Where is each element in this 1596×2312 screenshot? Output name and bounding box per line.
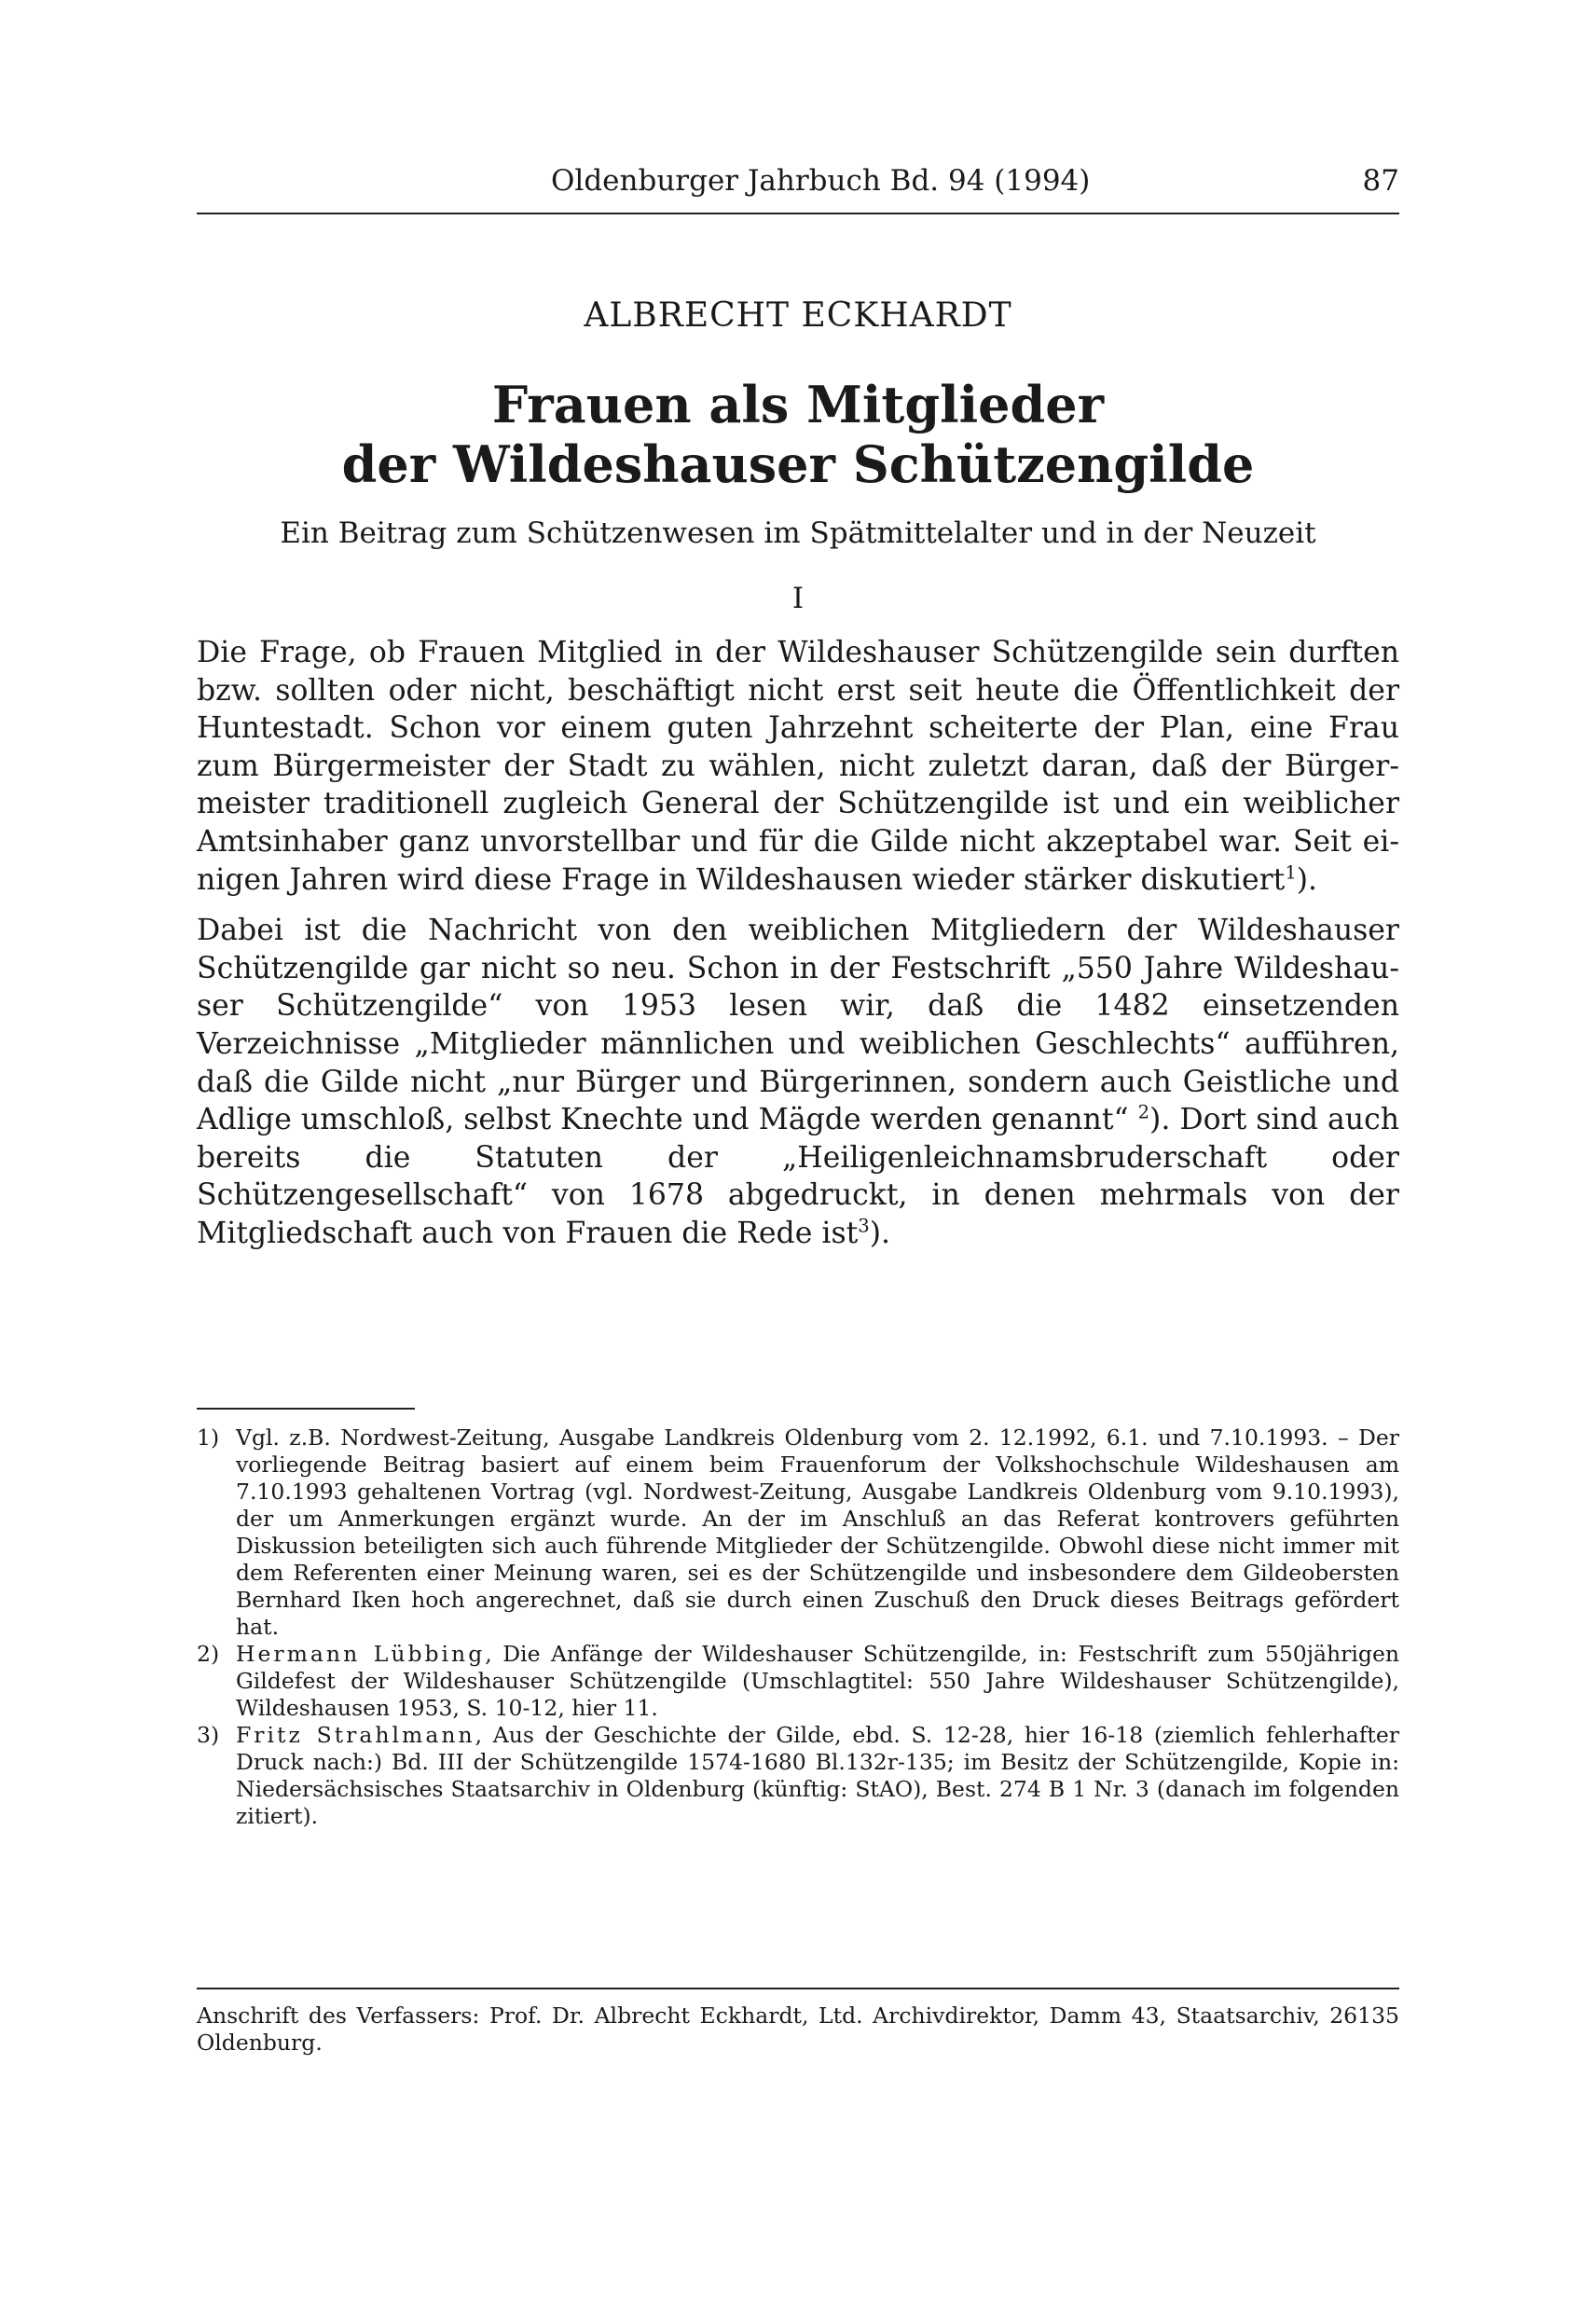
footnote-text: , Aus der Geschichte der Gilde, ebd. S. 12-28, hier 16-18 (ziemlich fehlerhafter Druck nach:) Bd. III der Schützengilde 1574-1680 Bl.132r-135; im Besitz der Schützengilde, Kopie in: Niedersächsisches Staatsarchiv in Oldenburg (künftig: StAO), Best. 274 B 1 Nr. 3 (danach im folgenden zitiert). [236,1722,1399,1829]
footnote-marker: 3) [197,1722,220,1748]
paragraph-2-text-a: Dabei ist die Nachricht von den weiblichen Mitgliedern der Wildeshauser Schützengilde gar nicht so neu. Schon in der Festschrift „550 Jahre Wildeshauser Schützengilde“ von 1953 lesen wir, daß die 1482 einsetzenden Verzeichnisse „Mitglieder männlichen und weiblichen Geschlechts“ aufführen, daß die Gilde nicht „nur Bürger und Bürgerinnen, sondern auch Geistliche und Adlige umschloß, selbst Knechte und Mägde werden genannt“ [197,914,1399,1137]
title-line-1: Frauen als Mitglieder [491,375,1105,434]
paragraph-1 [197,634,1399,899]
paragraph-2 [197,912,1399,1252]
paragraph-2-text-b: ). Dort sind auch bereits die Statuten der „Heiligenleichnamsbruderschaft oder Schützengesellschaft“ von 1678 abgedruckt, in denen mehrmals von der Mitgliedschaft auch von Frauen die Rede ist [197,1103,1400,1250]
footnote-3 [197,1722,1399,1830]
footnote-text: , Die Anfänge der Wildeshauser Schützengilde, in: Festschrift zum 550jährigen Gildefest der Wildeshauser Schützengilde (Umschlagtitel: 550 Jahre Wildeshauser Schützengilde), Wildeshausen 1953, S. 10-12, hier 11. [236,1641,1399,1721]
paragraph-1-text: Die Frage, ob Frauen Mitglied in der Wildeshauser Schützengilde sein durften bzw. sollten oder nicht, beschäftigt nicht erst seit heute die Öffentlichkeit der Huntestadt. Schon vor einem guten Jahrzehnt scheiterte der Plan, eine Frau zum Bürgermeister der Stadt zu wählen, nicht zuletzt daran, daß der Bürgermeister traditionell zugleich General der Schützengilde ist und ein weiblicher Amtsinhaber ganz unvorstellbar und für die Gilde nicht akzeptabel war. Seit einigen Jahren wird diese Frage in Wildeshausen wieder stärker diskutiert [197,636,1399,897]
footnote-author: Hermann Lübbing [236,1641,486,1667]
footnote-1 [197,1424,1399,1641]
section-number: I [791,582,805,615]
paragraph-1-end: ). [1296,862,1318,897]
footnote-author: Fritz Strahlmann [236,1722,475,1748]
article-title [197,375,1399,494]
article-subtitle: Ein Beitrag zum Schützenwesen im Spätmittelalter und in der Neuzeit [280,516,1316,550]
footnote-2 [197,1641,1399,1722]
footnote-ref[interactable]: 2 [1137,1101,1150,1123]
body-text [197,634,1399,1253]
paragraph-2-end: ). [869,1216,891,1250]
running-header [197,158,1399,203]
journal-title: Oldenburger Jahrbuch Bd. 94 (1994) [551,164,1091,198]
author-address: Anschrift des Verfassers: Prof. Dr. Albrecht Eckhardt, Ltd. Archivdirektor, Damm 43, Staatsarchiv, 26135 Oldenburg. [197,2002,1399,2056]
page-number: 87 [1362,164,1399,198]
header-rule [197,213,1399,214]
footnote-ref[interactable]: 1 [1285,861,1297,884]
title-line-2: der Wildeshauser Schützengilde [341,434,1255,494]
footnote-marker: 1) [197,1424,220,1451]
address-rule [197,1988,1399,1989]
author-name: ALBRECHT ECKHARDT [584,296,1012,335]
footnote-rule [197,1408,415,1410]
footnote-marker: 2) [197,1641,220,1667]
footnote-text: Vgl. z.B. Nordwest-Zeitung, Ausgabe Landkreis Oldenburg vom 2. 12.1992, 6.1. und 7.10.1993. – Der vorliegende Beitrag basiert auf einem beim Frauenforum der Volkshochschule Wildeshausen am 7.10.1993 gehaltenen Vortrag (vgl. Nordwest-Zeitung, Ausgabe Landkreis Oldenburg vom 9.10.1993), der um Anmerkungen ergänzt wurde. An der im Anschluß an das Referat kontrovers geführten Diskussion beteiligten sich auch führende Mitglieder der Schützengilde. Obwohl diese nicht immer mit dem Referenten einer Meinung waren, sei es der Schützengilde und insbesondere dem Gildeobersten Bernhard Iken hoch angerechnet, daß sie durch einen Zuschuß den Druck dieses Beitrags gefördert hat. [236,1424,1399,1640]
footnotes [197,1424,1399,1830]
footnote-ref[interactable]: 3 [858,1215,870,1237]
